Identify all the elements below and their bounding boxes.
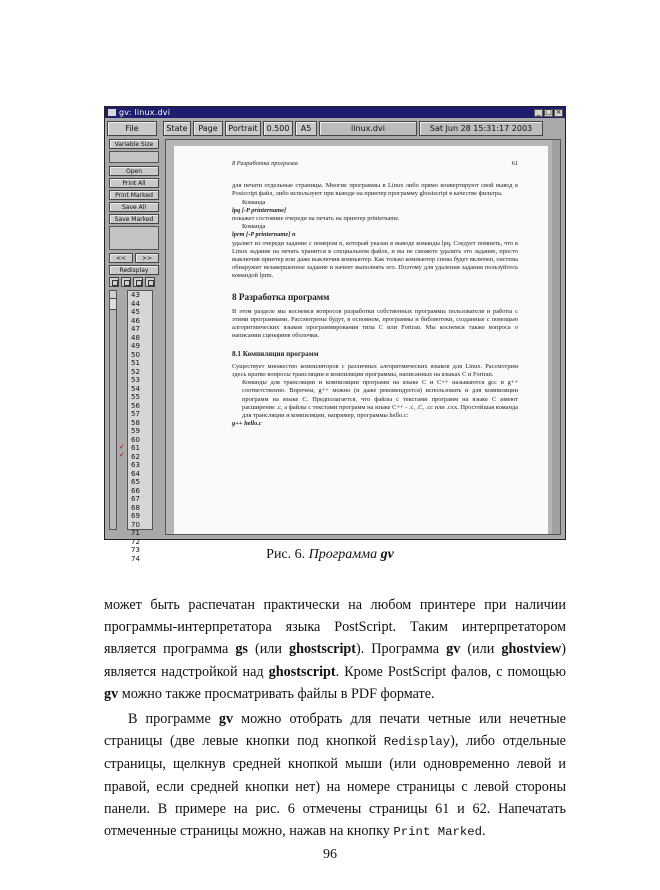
text-run: ) является надстройкой над [104, 641, 566, 680]
doc-paragraph: В этом разделе мы коснемся вопросов разработки собственных программы пользователя и работы с этими программами. Рассмотрены будут, в основном, программы и библиотеки, созданные с помощью алгоритмических языков программирования типа C или Fortran. Мы коснемся также вопроса о написании сценариев оболочки. [232, 307, 518, 340]
page-number-item[interactable]: 48 [131, 333, 140, 342]
page-number-item[interactable]: 59 [131, 427, 140, 435]
page-number-item[interactable]: 46 [131, 316, 140, 325]
filename-display: linux.dvi [319, 121, 417, 136]
program-name: gv [104, 685, 119, 702]
mark-buttons [109, 277, 161, 287]
scale-button[interactable]: 0.500 [263, 121, 293, 136]
text-run: . [481, 823, 486, 840]
page-number-item[interactable]: 73 [131, 546, 140, 554]
doc-command: g++ hello.c [232, 420, 262, 428]
prev-page-button[interactable]: << [109, 253, 133, 263]
doc-text: Команда [242, 223, 266, 231]
doc-command: lprm [-P printername] n [232, 231, 296, 239]
page-number-item[interactable]: 64 [131, 469, 140, 478]
next-page-button[interactable]: >> [135, 253, 159, 263]
page-number-item[interactable]: 61 [131, 444, 140, 452]
text-run: ). Программа [356, 641, 447, 658]
caption-title: Программа [308, 547, 378, 562]
viewport-scrollbar[interactable] [552, 140, 560, 534]
app-icon [108, 109, 116, 116]
mark-odd-icon[interactable] [109, 277, 119, 287]
page-number-item[interactable]: 50 [131, 350, 140, 359]
variable-size-button[interactable]: Variable Size [109, 139, 159, 149]
gv-sidebar [109, 139, 161, 563]
mark-icon: ✓ [119, 451, 125, 459]
text-run: (или [460, 641, 502, 658]
page-marks [119, 290, 127, 530]
doc-text: Команда [242, 198, 266, 206]
page-list [109, 290, 161, 563]
page-number-item[interactable]: 45 [131, 308, 140, 316]
scroll-up-icon[interactable] [110, 291, 116, 299]
page-number-item[interactable]: 53 [131, 376, 140, 384]
doc-paragraph: для печати отдельные страницы. Многие программы в Linux либо прямо конвертируют свой вывод в Postscript файл, либо используют при выводе на принтер программу ghostscript в качестве фильтра. [232, 182, 518, 198]
close-icon[interactable]: × [555, 108, 562, 116]
page-number-item[interactable]: 68 [131, 503, 140, 512]
print-marked-button[interactable]: Print Marked [109, 190, 159, 200]
page-menu-button[interactable]: Page [193, 121, 223, 136]
page-number-item[interactable]: 69 [131, 512, 140, 520]
page-number-item[interactable]: 63 [131, 461, 140, 469]
program-name: ghostscript [289, 641, 356, 658]
minimize-icon[interactable]: _ [534, 109, 543, 117]
figure-caption [0, 547, 660, 563]
toggle-mark-icon[interactable] [133, 277, 143, 287]
window-title: gv: linux.dvi [119, 108, 171, 117]
program-name: ghostscript [268, 663, 336, 680]
mark-even-icon[interactable] [121, 277, 131, 287]
page-number-item[interactable]: 55 [131, 393, 140, 401]
open-button[interactable]: Open [109, 166, 159, 176]
page-number-item[interactable]: 51 [131, 359, 140, 367]
maximize-icon[interactable]: □ [545, 108, 552, 116]
doc-command: lpq [-P printername] [232, 206, 287, 214]
page-number-item[interactable]: 57 [131, 410, 140, 418]
page-header-title: 8 Разработка программ [232, 160, 298, 167]
rendered-page [174, 146, 548, 534]
body-paragraph-1 [104, 594, 566, 705]
caption-prefix: Рис. 6. [266, 547, 306, 562]
program-name: ghostview [501, 641, 562, 658]
page-number-item[interactable]: 70 [131, 520, 140, 529]
text-run: ), либо отдельные страницы, щелкнув средней кнопкой мыши (или одновременно левой и правой, если средней кнопки нет) на номере страницы с левой стороны панели. В примере на рис. 6 отмечены страницы 61 и 62. Напечатать отмеченные страницы можно, нажав на кнопку [104, 733, 566, 840]
caption-program: gv [380, 547, 394, 562]
doc-paragraph: Существует множество компиляторов с различных алгоритмических языков для Linux. Рассмотрим здесь кратко вопросы трансляции и компиляции программы, написанных на языках C и Fortran. [232, 362, 518, 379]
page-number-item[interactable]: 62 [131, 452, 140, 461]
size-field [109, 151, 159, 163]
page-list-scrollbar[interactable] [109, 290, 117, 530]
body-paragraph-2 [104, 708, 566, 843]
page-number-item[interactable]: 49 [131, 342, 140, 350]
text-run: В программе [128, 711, 219, 728]
program-name: gs [235, 641, 248, 658]
page-number: 96 [323, 847, 337, 862]
page-header [232, 160, 518, 168]
redisplay-button[interactable]: Redisplay [109, 265, 159, 275]
state-menu-button[interactable]: State [163, 121, 191, 136]
button-reference: Redisplay [383, 735, 451, 750]
orientation-button[interactable]: Portrait [225, 121, 261, 136]
page-number-item[interactable]: 71 [131, 529, 140, 537]
program-name: gv [218, 711, 234, 728]
window-controls [534, 109, 563, 117]
page-number-item[interactable]: 65 [131, 478, 140, 486]
text-run: (или [247, 641, 289, 658]
page-number-item[interactable]: 66 [131, 486, 140, 495]
text-run: может быть распечатан практически на любом принтере при наличии программы-интерпретатора языка PostScript. Таким интерпретатором является программа [104, 597, 566, 658]
print-all-button[interactable]: Print All [109, 178, 159, 188]
doc-section-heading: 8 Разработка программ [232, 291, 330, 302]
page-number-item[interactable]: 44 [131, 299, 140, 308]
window-titlebar [105, 107, 565, 118]
page-number-list[interactable] [127, 290, 153, 563]
date-display: Sat Jun 28 15:31:17 2003 [419, 121, 543, 136]
text-run: можно отобрать для печати четные или нечетные страницы (две левые кнопки под кнопкой [104, 711, 566, 750]
file-menu-button[interactable]: File [107, 121, 157, 136]
page-number-item[interactable]: 43 [131, 291, 140, 299]
page-number-item[interactable]: 52 [131, 367, 140, 376]
menubar [107, 120, 563, 136]
doc-text: покажет состояние очереди на печать на принтер printername. [232, 215, 400, 223]
page-number-item[interactable]: 74 [131, 554, 140, 563]
text-run: можно также просматривать файлы в PDF формате. [118, 685, 435, 702]
page-number-item[interactable]: 47 [131, 325, 140, 333]
scroll-thumb[interactable] [110, 299, 116, 310]
button-reference: Print Marked [393, 825, 482, 840]
text-run: . Кроме PostScript фалов, с помощью [335, 663, 566, 680]
page-number-item[interactable]: 56 [131, 401, 140, 410]
page-number-item[interactable]: 60 [131, 435, 140, 444]
page-number-item[interactable]: 67 [131, 495, 140, 503]
page-number-item[interactable]: 58 [131, 418, 140, 427]
doc-paragraph: удаляет из очереди задание с номером n, который указан в выводе команды lpq. Следует помнить, что в Linux задание на печать хранится в специальном файле, и вы не сможете удалить это задание, просто выключив принтер или даже выключив компьютер. Как только компьютер снова будет включен, система обнаружит незавершенное задание и начнет выполнять его. Поэтому для удаления задания пользуйтесь командой lprm. [232, 239, 518, 280]
doc-paragraph: Команды для трансляции и компиляции программ на языке C и C++ называются gcc и g++ соответственно. Впрочем, g++ можно (и даже рекомендуется) использовать и для компиляции программ на языке C. Предполагается, что файлы с текстами программ на языке C имеют расширение .c, а файлы с текстами программ на языке C++ - .c, .C, .cc или .cxx. Простейшая команда для трансляции и компиляции, например, программы hello.c: [242, 379, 518, 420]
body-text [104, 594, 566, 843]
doc-subsection-heading: 8.1 Компиляция программ [232, 349, 319, 358]
mark-icon: ✓ [119, 443, 125, 451]
page-viewport[interactable] [165, 139, 561, 535]
nav-buttons [109, 253, 161, 263]
page-number-item[interactable]: 54 [131, 384, 140, 393]
program-name: gv [446, 641, 461, 658]
page-number-item[interactable]: 72 [131, 537, 140, 546]
unmark-icon[interactable] [145, 277, 155, 287]
panner-box[interactable] [109, 226, 159, 250]
save-marked-button[interactable]: Save Marked [109, 214, 159, 224]
save-all-button[interactable]: Save All [109, 202, 159, 212]
media-button[interactable]: A5 [295, 121, 317, 136]
page-header-number: 61 [511, 160, 518, 167]
